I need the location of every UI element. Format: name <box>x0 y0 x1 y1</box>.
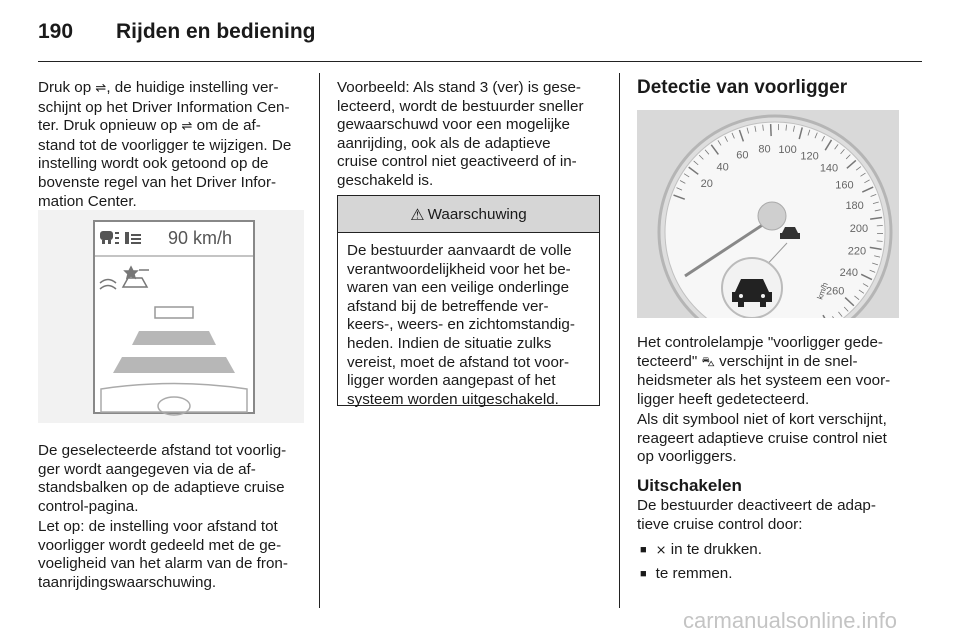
bullet-item-1: ■ ⨯ in te drukken. <box>640 541 762 558</box>
text-run: systeem worden uitgeschakeld. <box>347 390 559 408</box>
text-run: aanrijding, ook als de adaptieve <box>337 134 551 152</box>
text-run: Voorbeeld: Als stand 3 (ver) is gese- <box>337 79 581 96</box>
subheading: Uitschakelen <box>637 476 742 495</box>
gauge-tick-label: 260 <box>825 285 845 298</box>
text-run: standsbalken op de adaptieve cruise <box>38 479 285 497</box>
page-number: 190 <box>38 20 74 43</box>
gauge-tick-label: 20 <box>700 177 713 190</box>
text-run: ger wordt aangegeven via de af- <box>38 460 256 478</box>
cruise-display-illustration <box>38 210 304 423</box>
warning-text <box>338 233 599 409</box>
page-title: Rijden en bediening <box>116 20 316 43</box>
gauge-tick-label: 100 <box>778 143 797 156</box>
warning-triangle-icon: ⚠ <box>410 204 425 224</box>
text-run: Als dit symbool niet of kort verschijnt, <box>637 411 887 428</box>
text-run: voeligheid van het alarm van de fron- <box>38 555 288 573</box>
text-run: om de af- <box>192 117 261 135</box>
text-run: instelling wordt ook getoond op de <box>38 155 269 173</box>
text-run: verschijnt in de snel- <box>714 352 858 370</box>
text-run: schijnt op het Driver Information Cen- <box>38 98 290 116</box>
needle-hub <box>758 202 786 230</box>
gauge-tick-label: 180 <box>845 200 864 213</box>
text-run: cruise control niet geactiveerd of in- <box>337 153 577 171</box>
text-run: taanrijdingswaarschuwing. <box>38 573 217 591</box>
text-run: Het controlelampje "voorligger gede- <box>637 334 883 351</box>
text-run: gewaarschuwd voor een mogelijke <box>337 116 571 134</box>
gauge-tick-label: 80 <box>758 143 771 156</box>
text-run: heidsmeter als het systeem een voor- <box>637 372 891 390</box>
distance-button-icon: ⇌ <box>181 119 193 135</box>
speedometer-illustration <box>637 110 899 318</box>
text-run: De geselecteerde afstand tot voorlig- <box>38 442 287 459</box>
gauge-tick-label: 140 <box>819 162 839 175</box>
col1-paragraph-1 <box>38 79 308 211</box>
warning-box <box>337 195 600 406</box>
text-run: Let op: de instelling voor afstand tot <box>38 518 278 535</box>
text-run: verantwoordelijkheid voor het be- <box>347 260 571 278</box>
col2-paragraph-1 <box>337 79 607 191</box>
text-run: , de huidige instelling ver- <box>106 79 279 96</box>
gauge-tick-label: 160 <box>835 179 854 192</box>
speedometer-svg <box>637 110 899 318</box>
gauge-tick-label: 220 <box>847 245 867 258</box>
text-run: De bestuurder deactiveert de adap- <box>637 497 876 514</box>
text-run: ter. Druk opnieuw op <box>38 117 182 135</box>
text-run: control-pagina. <box>38 497 139 515</box>
gauge-tick-label: 120 <box>800 150 819 163</box>
col1-paragraph-2 <box>38 442 310 516</box>
text-run: reageert adaptieve cruise control niet <box>637 429 887 447</box>
text-run: heden. Indien de situatie zulks <box>347 334 552 352</box>
distance-bar-2 <box>132 331 216 345</box>
text-run: waren van een veilige onderlinge <box>347 279 570 297</box>
text-run: keers-, weers- en zichtomstandig- <box>347 316 575 334</box>
col3-paragraph-1 <box>637 334 909 409</box>
text-run: De bestuurder aanvaardt de volle <box>347 242 572 259</box>
section-heading: Detectie van voorligger <box>637 77 848 98</box>
text-run: ligger heeft gedetecteerd. <box>637 390 810 408</box>
text-run: mation Center. <box>38 192 137 210</box>
distance-button-icon: ⇌ <box>95 81 107 96</box>
text-run: bovenste regel van het Driver Infor- <box>38 173 277 191</box>
text-run: Druk op <box>38 79 96 96</box>
text-run: te remmen. <box>655 565 733 582</box>
text-run: in te drukken. <box>666 541 762 558</box>
text-run: vereist, moet de afstand tot voor- <box>347 353 570 371</box>
set-speed-text: 90 km/h <box>168 228 233 248</box>
gauge-tick-label: 40 <box>716 161 729 174</box>
gauge-unit: km/h <box>815 281 830 301</box>
cruise-display-svg <box>38 210 304 423</box>
col3-paragraph-2 <box>637 411 909 467</box>
text-run: afstand bij de betreffende ver- <box>347 297 549 315</box>
col1-paragraph-3 <box>38 518 310 592</box>
text-run: op voorliggers. <box>637 448 737 466</box>
cruise-off-icon: ⨯ <box>655 543 667 558</box>
column-divider-1 <box>319 73 320 608</box>
warning-header <box>338 196 599 233</box>
text-run: geschakeld is. <box>337 171 434 189</box>
text-run: ligger worden aangepast of het <box>347 372 556 390</box>
column-divider-2 <box>619 73 620 608</box>
col3-paragraph-3 <box>637 497 909 534</box>
bullet-item-2: ■ te remmen. <box>640 565 733 582</box>
gauge-tick <box>877 241 883 242</box>
header-divider <box>38 61 922 62</box>
watermark: carmanualsonline.info <box>683 608 898 633</box>
text-run: tieve cruise control door: <box>637 515 803 533</box>
warning-title: Waarschuwing <box>427 205 527 223</box>
vehicle-ahead-icon: ⛍ <box>701 354 715 370</box>
gauge-tick-label: 240 <box>839 267 858 280</box>
text-run: lecteerd, wordt de bestuurder sneller <box>337 97 584 115</box>
gauge-tick-label: 200 <box>849 222 869 235</box>
text-run: voorligger wordt gedeeld met de ge- <box>38 536 282 554</box>
distance-bar-3 <box>113 357 235 373</box>
text-run: tecteerd" <box>637 352 702 370</box>
text-run: stand tot de voorligger te wijzigen. De <box>38 136 292 154</box>
gauge-tick-label: 60 <box>736 149 749 162</box>
